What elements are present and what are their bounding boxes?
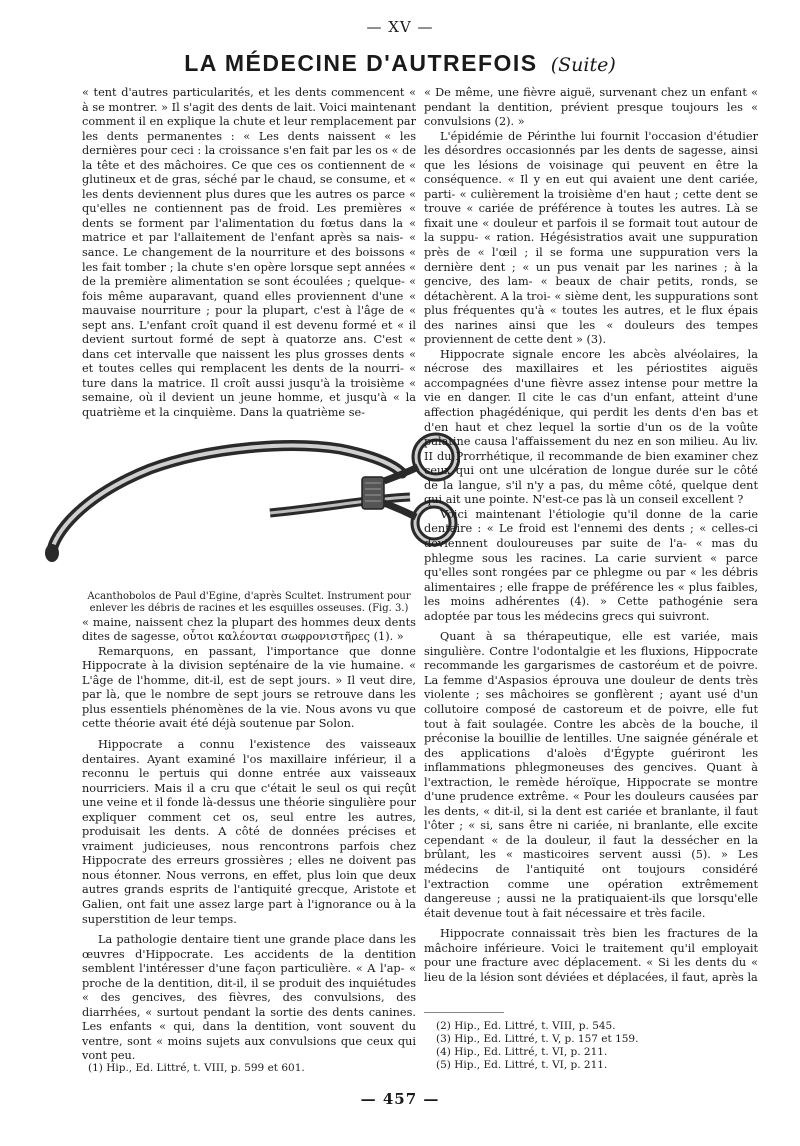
footnote-rule bbox=[424, 1012, 504, 1013]
article-title-suffix: (Suite) bbox=[550, 54, 616, 76]
footnote-1: (1) Hip., Ed. Littré, t. VIII, p. 599 et 601. bbox=[88, 1062, 305, 1074]
page-number: — 457 — bbox=[360, 1090, 440, 1108]
footnote-2: (2) Hip., Ed. Littré, t. VIII, p. 545. bbox=[436, 1020, 616, 1032]
acanthobolos-illustration bbox=[40, 427, 460, 591]
running-folio: — XV — bbox=[366, 18, 434, 36]
figure-acanthobolos bbox=[82, 427, 416, 591]
footnotes-right bbox=[436, 1020, 756, 1072]
footnote-5: (5) Hip., Ed. Littré, t. VI, p. 211. bbox=[436, 1059, 608, 1071]
left-paragraph-3: Remarquons, en passant, l'importance que donne Hippocrate à la division septénaire de la vie humaine. « L'âge de l'homme, dit-il, est de sept jours. » Il veut dire, par là, que le nombre de sept jours se retrouve dans les plus essentiels phénomènes de la vie. Nous avons vu que cette théorie avait été déjà soutenue par Solon. bbox=[82, 644, 416, 731]
right-column bbox=[424, 86, 758, 985]
right-paragraph-2: L'épidémie de Périnthe lui fournit l'occasion d'étudier les désordres occasionnés par les dents de sagesse, ainsi que les lésions de voisinage qui peuvent en être la conséquence. « Il y en eut qui avaient une dent cariée, parti- « culièrement la troisième d'en haut ; cette dent se trouve « cariée de préférence à toutes les autres. Là se fixait une « douleur et parfois il se formait tout autour de la suppu- « ration. Hégésistratios avait une suppuration près de « l'œil ; il se forma une suppuration vers la dernière dent ; « un pus venait par les narines ; à la gencive, des lam- « beaux de chair petits, ronds, se détachèrent. A la troi- « sième dent, les suppurations sont plus fréquentes qu'à « toutes les autres, et le flux épais des narines ainsi que les « douleurs des tempes proviennent de cette dent » (3). bbox=[424, 129, 758, 347]
figure-caption: Acanthobolos de Paul d'Egine, d'après Scultet. Instrument pour enlever les débris de racines et les esquilles osseuses. (Fig. 3.) bbox=[87, 590, 411, 615]
left-column bbox=[82, 86, 416, 1064]
left-paragraph-4: Hippocrate a connu l'existence des vaisseaux dentaires. Ayant examiné l'os maxillaire inférieur, il a reconnu le pertuis qui donne entrée aux vaisseaux nourriciers. Mais il a cru que c'était le seul os qui reçût une veine et il fonde là-dessus une théorie singulière pour expliquer comment cet os, seul entre les autres, produisait les dents. A côté de données précises et vraiment judicieuses, nous rencontrons parfois chez Hippocrate des erreurs grossières ; elles ne doivent pas nous étonner. Nous verrons, en effet, plus loin que deux autres grands esprits de l'antiquité grecque, Aristote et Galien, ont fait une assez large part à l'ignorance ou à la superstition de leur temps. bbox=[82, 737, 416, 926]
left-paragraph-1: « tent d'autres particularités, et les dents commencent « à se montrer. » Il s'agit des dents de lait. Voici maintenant comment il en explique la chute et leur remplacement par les dents permanentes : « Les dents naissent « les dernières pour ceci : la croissance s'en fait par les os « de la tête et des mâchoires. Ce que ces os contiennent de « glutineux et de gras, séché par le chaud, se consume, et « les dents deviennent plus dures que les autres os parce « qu'elles ne contiennent pas de froid. Les premières « dents se forment par l'alimentation du fœtus dans la « matrice et par l'allaitement de l'enfant après sa nais- « sance. Le changement de la nourriture et des boissons « les fait tomber ; la chute s'en opère lorsque sept années « de la première alimentation se sont écoulées ; quelque- « fois même auparavant, quand elles proviennent d'une « mauvaise nourriture ; pour la plupart, c'est à l'âge de « sept ans. L'enfant croît quand il est devenu formé et « il devient surtout formé de sept à quatorze ans. C'est « dans cet intervalle que naissent les plus grosses dents « et toutes celles qui remplacent les dents de la nourri- « ture dans la matrice. Il croît aussi jusqu'à la troisième « semaine, où il devient un jeune homme, et jusqu'à « la quatrième et la cinquième. Dans la quatrième se- bbox=[82, 86, 417, 420]
right-paragraph-1: « De même, une fièvre aiguë, survenant chez un enfant « pendant la dentition, prévient presque toujours les « convulsions (2). » bbox=[424, 86, 758, 129]
right-paragraph-6: Hippocrate connaissait très bien les fractures de la mâchoire inférieure. Voici le traitement qu'il employait pour une fracture avec déplacement. « Si les dents du « lieu de la lésion sont déviées et déplacées, il faut, après la bbox=[424, 927, 758, 984]
footnote-4: (4) Hip., Ed. Littré, t. VI, p. 211. bbox=[436, 1046, 608, 1058]
right-paragraph-5: Quant à sa thérapeutique, elle est variée, mais singulière. Contre l'odontalgie et les fluxions, Hippocrate recommande les gargarismes de castoréum et de poivre. La femme d'Aspasios éprouva une douleur de dents très violente ; ses mâchoires se gonflèrent ; ayant usé d'un collutoire composé de castoreum et de poivre, elle fut tout à fait soulagée. Contre les abcès de la bouche, il préconise la bouillie de lentilles. Une saignée générale et des applications d'aloès d'Égypte guériront les inflammations phlegmoneuses des gencives. Quant à l'extraction, le remède héroïque, Hippocrate se montre d'une prudence extrême. « Pour les douleurs causées par les dents, « dit-il, si la dent est cariée et branlante, il faut l'ôter ; « si, sans être ni cariée, ni branlante, elle excite cependant « de la douleur, il faut la dessécher en la brûlant, les « masticoires servent aussi (5). » Les médecins de l'antiquité ont toujours considéré l'extraction comme une opération extrêmement dangereuse ; aussi ne la pratiquaient-ils que lorsqu'elle était devenue tout à fait nécessaire et très facile. bbox=[424, 630, 758, 920]
right-paragraph-3: Hippocrate signale encore les abcès alvéolaires, la nécrose des maxillaires et les périostites aiguës accompagnées d'une fièvre assez intense pour mettre la vie en danger. Il cite le cas d'un enfant, atteint d'une affection phagédénique, qui perdit les dents d'en bas et d'en haut et chez lequel la sortie d'un os de la voûte palatine causa l'affaissement du nez en son milieu. Au liv. II du Prorrhétique, il recommande de bien examiner chez ceux qui ont une ulcération de longue durée sur le côté de la langue, s'il n'y a pas, du même côté, quelque dent qui ait une pointe. N'est-ce pas là un conseil excellent ? bbox=[424, 347, 758, 507]
left-paragraph-5: La pathologie dentaire tient une grande place dans les œuvres d'Hippocrate. Les accidents de la dentition semblent l'intéresser d'une façon particulière. « A l'ap- « proche de la dentition, dit-il, il se produit des inquiétudes « des gencives, des fièvres, des convulsions, des diarrhées, « surtout pendant la sortie des dents canines. Les enfants « qui, dans la dentition, vont souvent du ventre, sont « moins sujets aux convulsions que ceux qui vont peu. bbox=[82, 933, 416, 1063]
article-title: LA MÉDECINE D'AUTREFOIS bbox=[184, 50, 538, 76]
left-paragraph-2: « maine, naissent chez la plupart des hommes deux dents dites de sagesse, οὗτοι καλέονται σωφρονιστῆρες (1). » bbox=[82, 615, 416, 644]
page-title bbox=[0, 50, 800, 77]
right-paragraph-4: Voici maintenant l'étiologie qu'il donne de la carie dentaire : « Le froid est l'ennemi des dents ; « celles-ci deviennent douloureuses par suite de l'a- « mas du phlegme sous les racines. La carie survient « parce qu'elles sont rongées par ce phlegme ou par « les débris alimentaires ; elle frappe de préférence les « plus faibles, les moins adhérentes (4). » Cette pathogénie sera adoptée par tous les médecins grecs qui suivront. bbox=[424, 507, 758, 623]
footnote-3: (3) Hip., Ed. Littré, t. V, p. 157 et 159. bbox=[436, 1033, 639, 1045]
footnotes-left bbox=[88, 1062, 408, 1075]
